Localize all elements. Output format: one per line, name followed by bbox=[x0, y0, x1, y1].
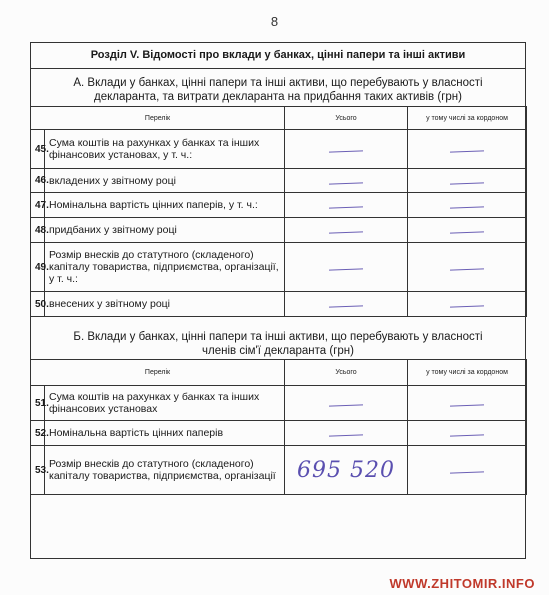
row-number: 48. bbox=[31, 218, 45, 243]
row-abroad-dash bbox=[450, 434, 484, 436]
table-row bbox=[31, 446, 527, 495]
row-label: Розмір внесків до статутного (складеного) капіталу товариства, підприємства, організації bbox=[45, 446, 285, 495]
row-total-dash bbox=[329, 206, 363, 208]
col-abroad-header: у тому числі за кордоном bbox=[408, 107, 527, 130]
row-total-cell bbox=[285, 218, 408, 243]
handwritten-total: 695 520 bbox=[297, 457, 395, 483]
table-row bbox=[31, 193, 527, 218]
row-abroad-cell bbox=[408, 446, 527, 495]
row-total-cell bbox=[285, 386, 408, 421]
row-number: 45. bbox=[31, 130, 45, 169]
subsection-a-title bbox=[30, 76, 526, 104]
row-number: 47. bbox=[31, 193, 45, 218]
row-label: Номінальна вартість цінних паперів, у т. ч.: bbox=[45, 193, 285, 218]
row-total-cell bbox=[285, 193, 408, 218]
row-label: вкладених у звітному році bbox=[45, 169, 285, 193]
row-label: внесених у звітному році bbox=[45, 292, 285, 317]
subsection-b-title bbox=[30, 330, 526, 358]
row-number: 52. bbox=[31, 421, 45, 446]
row-total-dash bbox=[329, 404, 363, 406]
row-abroad-cell bbox=[408, 193, 527, 218]
table-b bbox=[30, 359, 527, 495]
row-abroad-dash bbox=[450, 471, 484, 473]
row-total-dash bbox=[329, 231, 363, 233]
page-number: 8 bbox=[270, 14, 279, 29]
row-label: Розмір внесків до статутного (складеного) капіталу товариства, підприємства, організації, у т. ч.: bbox=[45, 243, 285, 292]
row-abroad-cell bbox=[408, 386, 527, 421]
row-total-dash bbox=[329, 150, 363, 152]
table-b-header bbox=[31, 360, 527, 386]
row-abroad-cell bbox=[408, 218, 527, 243]
row-total-cell bbox=[285, 421, 408, 446]
section-title: Розділ V. Відомості про вклади у банках, цінні папери та інші активи bbox=[30, 42, 526, 69]
col-total-header: Усього bbox=[285, 107, 408, 130]
row-abroad-cell bbox=[408, 421, 527, 446]
row-total-dash bbox=[329, 268, 363, 270]
row-total-dash bbox=[329, 305, 363, 307]
row-abroad-cell bbox=[408, 169, 527, 193]
subsection-b-title-line2: членів сім'ї декларанта (грн) bbox=[202, 345, 354, 357]
row-number: 53. bbox=[31, 446, 45, 495]
row-label: Сума коштів на рахунках у банках та інших фінансових установах, у т. ч.: bbox=[45, 130, 285, 169]
watermark: WWW.ZHITOMIR.INFO bbox=[389, 576, 535, 591]
row-number: 49. bbox=[31, 243, 45, 292]
row-total-dash bbox=[329, 182, 363, 184]
col-total-header: Усього bbox=[285, 360, 408, 386]
row-total-cell bbox=[285, 243, 408, 292]
row-label: Сума коштів на рахунках у банках та інших фінансових установах bbox=[45, 386, 285, 421]
row-total-cell bbox=[285, 292, 408, 317]
row-abroad-dash bbox=[450, 182, 484, 184]
subsection-b-title-line1: Б. Вклади у банках, цінні папери та інші активи, що перебувають у власності bbox=[73, 331, 483, 343]
table-a bbox=[30, 106, 527, 317]
table-row bbox=[31, 421, 527, 446]
row-number: 50. bbox=[31, 292, 45, 317]
col-item-header: Перелік bbox=[31, 360, 285, 386]
table-row bbox=[31, 292, 527, 317]
row-number: 51. bbox=[31, 386, 45, 421]
col-abroad-header: у тому числі за кордоном bbox=[408, 360, 527, 386]
row-abroad-cell bbox=[408, 130, 527, 169]
row-label: придбаних у звітному році bbox=[45, 218, 285, 243]
row-total-cell bbox=[285, 446, 408, 495]
subsection-a-title-line2: декларанта, та витрати декларанта на придбання таких активів (грн) bbox=[94, 91, 462, 103]
row-abroad-dash bbox=[450, 305, 484, 307]
row-number: 46. bbox=[31, 169, 45, 193]
row-abroad-dash bbox=[450, 231, 484, 233]
row-abroad-cell bbox=[408, 243, 527, 292]
row-abroad-cell bbox=[408, 292, 527, 317]
table-row bbox=[31, 130, 527, 169]
row-label: Номінальна вартість цінних паперів bbox=[45, 421, 285, 446]
table-row bbox=[31, 218, 527, 243]
row-abroad-dash bbox=[450, 150, 484, 152]
table-row bbox=[31, 243, 527, 292]
row-total-cell bbox=[285, 169, 408, 193]
col-item-header: Перелік bbox=[31, 107, 285, 130]
row-abroad-dash bbox=[450, 268, 484, 270]
table-row bbox=[31, 169, 527, 193]
row-abroad-dash bbox=[450, 206, 484, 208]
row-abroad-dash bbox=[450, 404, 484, 406]
subsection-a-title-line1: А. Вклади у банках, цінні папери та інші активи, що перебувають у власності bbox=[73, 77, 483, 89]
row-total-dash bbox=[329, 434, 363, 436]
table-row bbox=[31, 386, 527, 421]
table-a-header bbox=[31, 107, 527, 130]
row-total-cell bbox=[285, 130, 408, 169]
